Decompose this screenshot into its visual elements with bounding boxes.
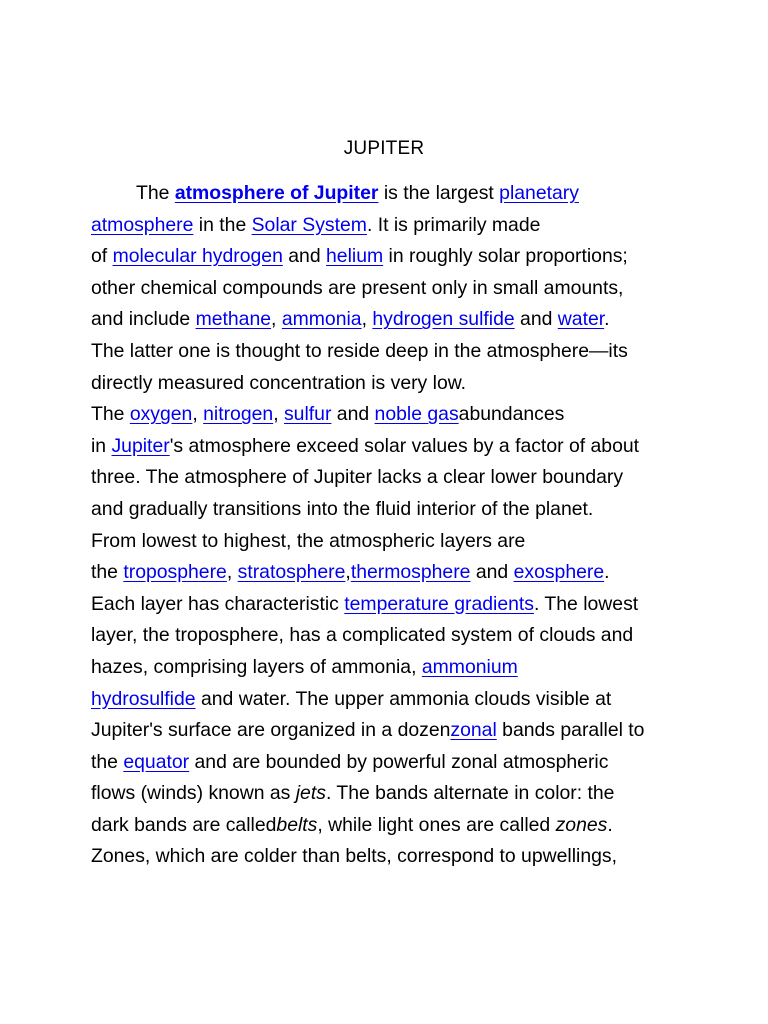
- link-sulfur[interactable]: sulfur: [283, 403, 332, 426]
- page-title: JUPITER: [343, 138, 425, 159]
- text-line: [91, 684, 691, 716]
- link-atmosphere-of-jupiter[interactable]: atmosphere of Jupiter: [174, 182, 379, 204]
- link-exosphere[interactable]: exosphere: [513, 561, 605, 584]
- text-run: ,: [192, 403, 204, 426]
- text-run: and: [470, 561, 514, 584]
- text-line: Zones, which are colder than belts, correspond to upwellings,: [91, 845, 617, 868]
- text-run: Each layer has characteristic: [91, 592, 345, 615]
- link-ammonium-hydrosulfide-cont[interactable]: hydrosulfide: [91, 687, 196, 710]
- text-line: [91, 778, 691, 810]
- link-temperature-gradients[interactable]: temperature gradients: [344, 592, 534, 615]
- text-run: ,: [271, 308, 282, 331]
- text-run: ,: [273, 403, 284, 426]
- text-line: three. The atmosphere of Jupiter lacks a clear lower boundary: [91, 466, 624, 489]
- link-jupiter[interactable]: Jupiter: [111, 434, 170, 457]
- text-run: dark bands are called: [91, 813, 277, 836]
- link-stratosphere[interactable]: stratosphere: [237, 561, 346, 584]
- text-line: [91, 747, 691, 779]
- text-line: From lowest to highest, the atmospheric layers are: [91, 529, 526, 552]
- link-noble-gas[interactable]: noble gas: [374, 403, 459, 426]
- text-line: [91, 304, 691, 336]
- text-run: ,: [345, 561, 351, 584]
- text-line: [91, 557, 691, 589]
- link-oxygen[interactable]: oxygen: [129, 403, 193, 426]
- link-equator[interactable]: equator: [123, 750, 190, 773]
- text-run: 's atmosphere exceed solar values by a factor of about: [169, 434, 640, 457]
- link-troposphere[interactable]: troposphere: [123, 561, 227, 584]
- text-run: , while light ones are called: [317, 813, 556, 836]
- link-planetary-atmosphere[interactable]: planetary: [499, 182, 579, 204]
- text-run: in the: [193, 213, 252, 236]
- text-line: [91, 589, 691, 621]
- text-line: [91, 810, 691, 842]
- link-thermosphere[interactable]: thermosphere: [350, 561, 471, 584]
- text-line: [91, 652, 691, 684]
- link-planetary-atmosphere-cont[interactable]: atmosphere: [91, 213, 194, 236]
- link-molecular-hydrogen[interactable]: molecular hydrogen: [112, 245, 283, 268]
- text-line: and gradually transitions into the fluid interior of the planet.: [91, 497, 594, 520]
- italic-term-belts: belts: [276, 813, 318, 836]
- text-run: in: [91, 434, 112, 457]
- text-run: the: [91, 561, 124, 584]
- text-line: [91, 399, 691, 431]
- link-zonal[interactable]: zonal: [450, 719, 497, 742]
- text-run: of: [91, 245, 113, 268]
- text-run: and: [331, 403, 375, 426]
- text-line: The latter one is thought to reside deep in the atmosphere—its: [91, 339, 628, 362]
- text-run: Jupiter's surface are organized in a dozen: [91, 719, 451, 742]
- text-run: in roughly solar proportions;: [383, 245, 628, 268]
- text-run: The: [91, 403, 130, 426]
- text-run: .: [604, 561, 610, 584]
- text-line: [91, 210, 691, 242]
- link-methane[interactable]: methane: [195, 308, 272, 331]
- text-line: other chemical compounds are present only in small amounts,: [91, 276, 624, 299]
- text-run: . It is primarily made: [366, 213, 541, 236]
- text-line: [91, 241, 691, 273]
- text-run: the: [91, 750, 124, 773]
- text-run: bands parallel to: [496, 719, 645, 742]
- italic-term-jets: jets: [295, 782, 326, 805]
- text-run: and are bounded by powerful zonal atmospheric: [189, 750, 609, 773]
- text-run: abundances: [458, 403, 565, 426]
- text-run: flows (winds) known as: [91, 782, 296, 805]
- text-run: and water. The upper ammonia clouds visible at: [195, 687, 612, 710]
- link-solar-system[interactable]: Solar System: [251, 213, 367, 236]
- text-run: is the largest: [378, 182, 500, 204]
- link-water[interactable]: water: [557, 308, 605, 331]
- text-line: layer, the troposphere, has a complicated system of clouds and: [91, 624, 634, 647]
- text-line: [91, 178, 691, 210]
- link-ammonia[interactable]: ammonia: [281, 308, 362, 331]
- link-helium[interactable]: helium: [326, 245, 384, 268]
- text-line: directly measured concentration is very low.: [91, 371, 467, 394]
- text-run: . The lowest: [533, 592, 639, 615]
- text-run: .: [607, 813, 613, 836]
- link-nitrogen[interactable]: nitrogen: [203, 403, 274, 426]
- text-run: and include: [91, 308, 196, 331]
- italic-term-zones: zones: [555, 813, 608, 836]
- text-run: .: [604, 308, 610, 331]
- text-run: ,: [226, 561, 238, 584]
- link-hydrogen-sulfide[interactable]: hydrogen sulfide: [372, 308, 515, 331]
- text-run: hazes, comprising layers of ammonia,: [91, 655, 422, 678]
- text-line: [91, 715, 691, 747]
- text-run: and: [514, 308, 558, 331]
- body-paragraph: [91, 178, 691, 873]
- text-run: and: [282, 245, 327, 268]
- text-run: . The bands alternate in color: the: [325, 782, 615, 805]
- text-line: [91, 431, 691, 463]
- text-run: The: [136, 182, 175, 204]
- text-run: ,: [361, 308, 373, 331]
- link-ammonium-hydrosulfide[interactable]: ammonium: [421, 655, 518, 678]
